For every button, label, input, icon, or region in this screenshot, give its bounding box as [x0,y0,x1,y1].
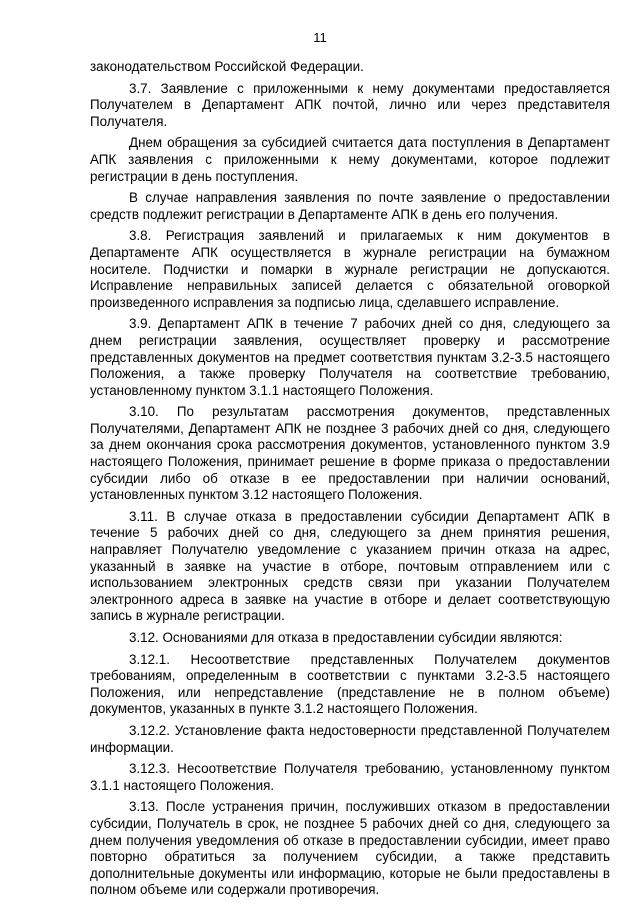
document-body [90,59,610,904]
paragraph-continuation: законодательством Российской Федерации. [90,59,364,74]
paragraph-application-date: Днем обращения за субсидией считается дата поступления в Департамент АПК заявления с приложенными к нему документами, которое подлежит регистрации в день поступления. [90,135,610,184]
paragraph-3-11: 3.11. В случае отказа в предоставлении субсидии Департамент АПК в течение 5 рабочих дней со дня, следующего за днем принятия решения, направляет Получателю уведомление с указанием причин отказа на адрес, указанный в заявке на участие в отборе, почтовым отправлением или с использованием электронных средств связи при указании Получателем электронного адреса в заявке на участие в отборе и делает соответствующую запись в журнале регистрации. [90,508,610,624]
paragraph-3-12-2: 3.12.2. Установление факта недостоверности представленной Получателем информации. [90,722,610,755]
paragraph-3-9: 3.9. Департамент АПК в течение 7 рабочих дней со дня, следующего за днем регистрации заявления, осуществляет проверку и рассмотрение представленных документов на предмет соответствия пунктам 3.2-3.5 настоящего Положения, а также проверку Получателя на соответствие требованию, установленному пунктом 3.1.1 настоящего Положения. [90,316,610,398]
paragraph-3-12: 3.12. Основаниями для отказа в предоставлении субсидии являются: [129,630,563,645]
paragraph-3-7: 3.7. Заявление с приложенными к нему документами предоставляется Получателем в Департамент АПК почтой, лично или через представителя Получателя. [90,80,610,129]
paragraph-3-12-1: 3.12.1. Несоответствие представленных Получателем документов требованиям, определенным в соответствии с пунктами 3.2-3.5 настоящего Положения, или непредставление (представление не в полном объеме) документов, указанных в пункте 3.1.2 настоящего Положения. [90,651,610,717]
paragraph-3-12-3: 3.12.3. Несоответствие Получателя требованию, установленному пунктом 3.1.1 настоящего Положения. [90,761,610,793]
paragraph-3-10: 3.10. По результатам рассмотрения документов, представленных Получателями, Департамент АПК не позднее 3 рабочих дней со дня, следующего за днем окончания срока рассмотрения документов, установленного пунктом 3.9 настоящего Положения, принимает решение в форме приказа о предоставлении субсидии либо об отказе в ее предоставлении при наличии оснований, установленных пунктом 3.12 настоящего Положения. [90,404,610,503]
paragraph-postal-application: В случае направления заявления по почте заявление о предоставлении средств подлежит регистрации в Департаменте АПК в день его получения. [90,190,610,222]
paragraph-3-8: 3.8. Регистрация заявлений и прилагаемых к ним документов в Департаменте АПК осуществляется в журнале регистрации на бумажном носителе. Подчистки и помарки в журнале регистрации не допускаются. Исправление неправильных записей делается с обязательной оговоркой произведенного исправления за подписью лица, сделавшего исправление. [90,228,610,310]
paragraph-3-13: 3.13. После устранения причин, послуживших отказом в предоставлении субсидии, Получатель в срок, не позднее 5 рабочих дней со дня, следующего за днем получения уведомления об отказе в предоставлении субсидии, имеет право повторно обратиться за получением субсидии, а также представить дополнительные документы или информацию, которые не были предоставлены в полном объеме или содержали противоречия. [90,799,610,898]
page-number: 11 [313,30,327,45]
